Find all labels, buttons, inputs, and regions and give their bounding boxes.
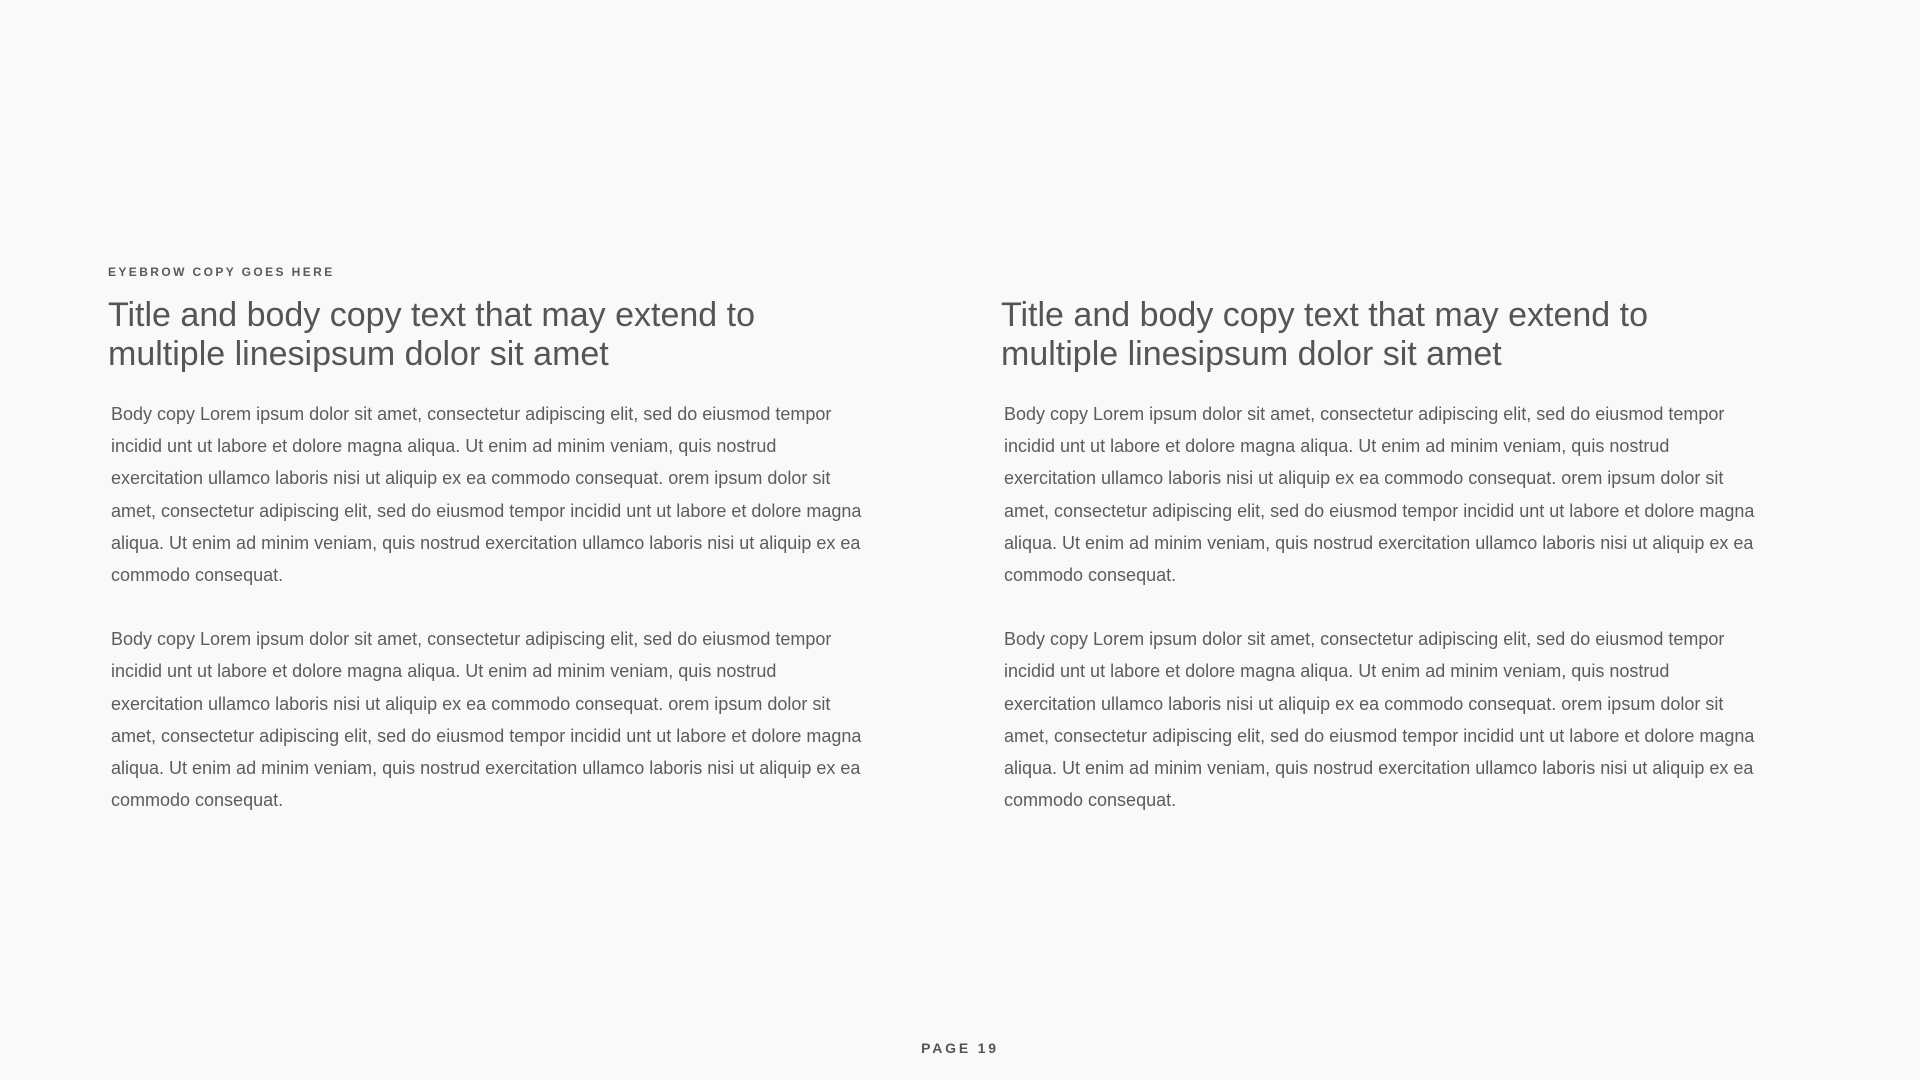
page-number: PAGE 19 <box>921 1040 999 1056</box>
left-column-paragraph-2: Body copy Lorem ipsum dolor sit amet, consectetur adipiscing elit, sed do eiusmod tempor incidid unt ut labore et dolore magna aliqua. Ut enim ad minim veniam, quis nostrud exercitation ullamco laboris nisi ut aliquip ex ea commodo consequat. orem ipsum dolor sit amet, consectetur adipiscing elit, sed do eiusmod tempor incidid unt ut labore et dolore magna aliqua. Ut enim ad minim veniam, quis nostrud exercitation ullamco laboris nisi ut aliquip ex ea commodo consequat. <box>111 629 862 811</box>
right-column <box>1001 296 1771 816</box>
eyebrow: EYEBROW COPY GOES HERE <box>108 265 335 279</box>
left-column-paragraph-1: Body copy Lorem ipsum dolor sit amet, consectetur adipiscing elit, sed do eiusmod tempor incidid unt ut labore et dolore magna aliqua. Ut enim ad minim veniam, quis nostrud exercitation ullamco laboris nisi ut aliquip ex ea commodo consequat. orem ipsum dolor sit amet, consectetur adipiscing elit, sed do eiusmod tempor incidid unt ut labore et dolore magna aliqua. Ut enim ad minim veniam, quis nostrud exercitation ullamco laboris nisi ut aliquip ex ea commodo consequat. <box>111 404 862 586</box>
right-column-paragraph-2: Body copy Lorem ipsum dolor sit amet, consectetur adipiscing elit, sed do eiusmod tempor incidid unt ut labore et dolore magna aliqua. Ut enim ad minim veniam, quis nostrud exercitation ullamco laboris nisi ut aliquip ex ea commodo consequat. orem ipsum dolor sit amet, consectetur adipiscing elit, sed do eiusmod tempor incidid unt ut labore et dolore magna aliqua. Ut enim ad minim veniam, quis nostrud exercitation ullamco laboris nisi ut aliquip ex ea commodo consequat. <box>1004 629 1755 811</box>
left-column <box>108 296 878 816</box>
left-column-title: Title and body copy text that may extend to multiple linesipsum dolor sit amet <box>108 296 755 373</box>
right-column-title: Title and body copy text that may extend to multiple linesipsum dolor sit amet <box>1001 296 1648 373</box>
right-column-paragraph-1: Body copy Lorem ipsum dolor sit amet, consectetur adipiscing elit, sed do eiusmod tempor incidid unt ut labore et dolore magna aliqua. Ut enim ad minim veniam, quis nostrud exercitation ullamco laboris nisi ut aliquip ex ea commodo consequat. orem ipsum dolor sit amet, consectetur adipiscing elit, sed do eiusmod tempor incidid unt ut labore et dolore magna aliqua. Ut enim ad minim veniam, quis nostrud exercitation ullamco laboris nisi ut aliquip ex ea commodo consequat. <box>1004 404 1755 586</box>
